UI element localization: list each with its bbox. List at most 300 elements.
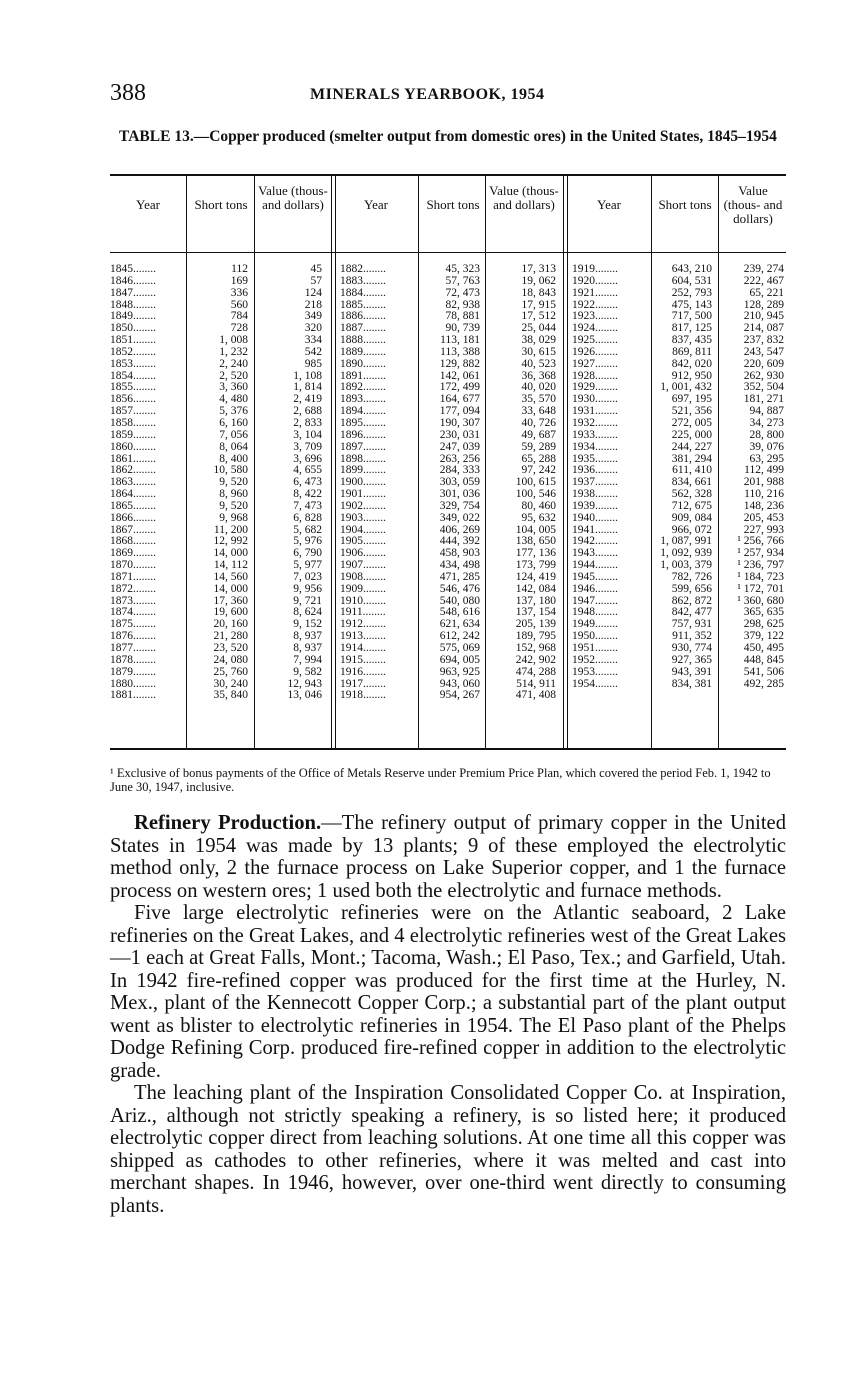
year-cell: 1901........ xyxy=(340,488,386,501)
year-cell: 1928........ xyxy=(572,369,618,382)
value-cell: 17, 313 xyxy=(521,263,556,275)
year-cell: 1886........ xyxy=(340,310,386,323)
short-tons-cell: 560 xyxy=(230,298,248,311)
short-tons-cell: 943, 060 xyxy=(439,677,480,690)
year-cell: 1953........ xyxy=(572,665,618,678)
year-cell: 1878........ xyxy=(110,653,156,666)
header-short-tons: Short tons xyxy=(426,197,480,212)
short-tons-cell: 1, 092, 939 xyxy=(660,547,712,560)
year-cell: 1893........ xyxy=(340,393,386,406)
year-cell: 1924........ xyxy=(572,322,618,335)
short-tons-cell: 757, 931 xyxy=(671,618,712,631)
value-cell: 128, 289 xyxy=(743,298,784,311)
value-cell: 1, 814 xyxy=(293,381,322,394)
short-tons-cell: 336 xyxy=(230,286,248,299)
short-tons-cell: 966, 072 xyxy=(671,523,712,536)
value-cell: 222, 467 xyxy=(743,274,784,287)
value-cell: 30, 615 xyxy=(521,345,556,358)
year-cell: 1874........ xyxy=(110,606,156,619)
value-cell: 9, 152 xyxy=(293,618,322,631)
value-cell: 142, 084 xyxy=(515,582,556,595)
value-cell: 2, 833 xyxy=(293,416,322,429)
short-tons-cell: 35, 840 xyxy=(213,689,248,702)
year-cell: 1933........ xyxy=(572,428,618,441)
short-tons-cell: 142, 061 xyxy=(439,369,480,382)
short-tons-cell: 943, 391 xyxy=(671,665,712,678)
short-tons-cell: 3, 360 xyxy=(219,381,248,394)
short-tons-cell: 817, 125 xyxy=(671,322,712,335)
year-cell: 1954........ xyxy=(572,677,618,690)
year-cell: 1897........ xyxy=(340,440,386,453)
year-cell: 1873........ xyxy=(110,594,156,607)
year-cell: 1857........ xyxy=(110,405,156,418)
value-cell: 95, 632 xyxy=(521,511,556,524)
value-cell: 542 xyxy=(304,345,322,358)
value-cell: 65, 221 xyxy=(749,286,784,299)
col-divider xyxy=(418,174,419,748)
value-cell: 379, 122 xyxy=(743,630,784,643)
short-tons-cell: 5, 376 xyxy=(219,405,248,418)
value-cell: 242, 902 xyxy=(515,653,556,666)
value-cell: 220, 609 xyxy=(743,357,784,370)
short-tons-cell: 14, 000 xyxy=(213,547,248,560)
value-cell: 100, 615 xyxy=(515,476,556,489)
value-cell: 40, 726 xyxy=(521,416,556,429)
value-cell: 8, 937 xyxy=(293,642,322,654)
short-tons-cell: 1, 003, 379 xyxy=(660,559,712,572)
short-tons-cell: 954, 267 xyxy=(439,689,480,702)
year-cell: 1931........ xyxy=(572,405,618,418)
short-tons-cell: 263, 256 xyxy=(439,452,480,465)
short-tons-cell: 458, 903 xyxy=(439,547,480,560)
year-cell: 1854........ xyxy=(110,369,156,382)
value-cell: 205, 139 xyxy=(515,618,556,631)
short-tons-cell: 612, 242 xyxy=(439,630,480,643)
year-cell: 1909........ xyxy=(340,582,386,595)
short-tons-cell: 381, 294 xyxy=(671,452,712,465)
short-tons-cell: 230, 031 xyxy=(439,428,480,441)
table-caption: TABLE 13.—Copper produced (smelter output from domestic ores) in the United States, 1845–1954 xyxy=(119,128,777,145)
year-cell: 1942........ xyxy=(572,535,618,548)
value-cell: 474, 288 xyxy=(515,665,556,678)
header-year: Year xyxy=(597,197,621,212)
short-tons-cell: 8, 960 xyxy=(219,488,248,501)
short-tons-cell: 717, 500 xyxy=(671,310,712,323)
short-tons-cell: 4, 480 xyxy=(219,393,248,406)
value-cell: 177, 136 xyxy=(515,547,556,560)
short-tons-cell: 78, 881 xyxy=(445,310,480,323)
value-cell: 2, 419 xyxy=(293,393,322,406)
value-cell: 34, 273 xyxy=(749,416,784,429)
short-tons-cell: 23, 520 xyxy=(213,642,248,654)
value-cell: 5, 976 xyxy=(293,535,322,548)
year-cell: 1871........ xyxy=(110,570,156,583)
year-cell: 1936........ xyxy=(572,464,618,477)
value-cell: ¹ 172, 701 xyxy=(737,582,784,595)
body-text xyxy=(110,812,786,1217)
short-tons-cell: 272, 005 xyxy=(671,416,712,429)
value-cell: 227, 993 xyxy=(743,523,784,536)
year-cell: 1872........ xyxy=(110,582,156,595)
year-cell: 1855........ xyxy=(110,381,156,394)
col-divider xyxy=(718,174,719,748)
short-tons-cell: 177, 094 xyxy=(439,405,480,418)
year-cell: 1869........ xyxy=(110,547,156,560)
short-tons-cell: 834, 661 xyxy=(671,476,712,489)
value-cell: 237, 832 xyxy=(743,334,784,347)
short-tons-cell: 521, 356 xyxy=(671,405,712,418)
year-cell: 1910........ xyxy=(340,594,386,607)
header-rule xyxy=(110,252,786,253)
value-cell: 9, 582 xyxy=(293,665,322,678)
value-cell: 201, 988 xyxy=(743,476,784,489)
short-tons-cell: 869, 811 xyxy=(672,345,712,358)
short-tons-cell: 303, 059 xyxy=(439,476,480,489)
short-tons-cell: 782, 726 xyxy=(671,570,712,583)
value-cell: 243, 547 xyxy=(743,345,784,358)
value-cell: 2, 688 xyxy=(293,405,322,418)
short-tons-cell: 842, 477 xyxy=(671,606,712,619)
year-cell: 1853........ xyxy=(110,357,156,370)
short-tons-cell: 963, 925 xyxy=(439,665,480,678)
year-cell: 1944........ xyxy=(572,559,618,572)
year-cell: 1946........ xyxy=(572,582,618,595)
value-cell: 181, 271 xyxy=(743,393,784,406)
value-cell: ¹ 257, 934 xyxy=(737,547,784,560)
value-cell: 214, 087 xyxy=(743,322,784,335)
value-cell: 137, 180 xyxy=(515,594,556,607)
value-cell: 12, 943 xyxy=(287,677,322,690)
year-cell: 1908........ xyxy=(340,570,386,583)
value-cell: 17, 915 xyxy=(521,298,556,311)
short-tons-cell: 19, 600 xyxy=(213,606,248,619)
short-tons-cell: 57, 763 xyxy=(445,274,480,287)
short-tons-cell: 21, 280 xyxy=(213,630,248,643)
col-divider xyxy=(186,174,187,748)
value-cell: 80, 460 xyxy=(521,499,556,512)
value-cell: 112, 499 xyxy=(744,464,784,477)
year-cell: 1849........ xyxy=(110,310,156,323)
value-cell: 349 xyxy=(304,310,322,323)
year-cell: 1951........ xyxy=(572,642,618,654)
year-cell: 1902........ xyxy=(340,499,386,512)
value-cell: 8, 624 xyxy=(293,606,322,619)
year-cell: 1904........ xyxy=(340,523,386,536)
short-tons-cell: 540, 080 xyxy=(439,594,480,607)
year-cell: 1852........ xyxy=(110,345,156,358)
short-tons-cell: 244, 227 xyxy=(671,440,712,453)
value-cell: 5, 682 xyxy=(293,523,322,536)
year-cell: 1912........ xyxy=(340,618,386,631)
short-tons-cell: 284, 333 xyxy=(439,464,480,477)
short-tons-cell: 909, 084 xyxy=(671,511,712,524)
short-tons-cell: 30, 240 xyxy=(213,677,248,690)
value-cell: 320 xyxy=(304,322,322,335)
year-cell: 1900........ xyxy=(340,476,386,489)
short-tons-cell: 172, 499 xyxy=(439,381,480,394)
value-cell: 152, 968 xyxy=(515,642,556,654)
value-cell: 6, 828 xyxy=(293,511,322,524)
value-cell: 40, 020 xyxy=(521,381,556,394)
value-cell: 35, 570 xyxy=(521,393,556,406)
short-tons-cell: 1, 008 xyxy=(219,334,248,347)
year-cell: 1880........ xyxy=(110,677,156,690)
table-footnote: ¹ Exclusive of bonus payments of the Office of Metals Reserve under Premium Price Plan, which covered the period Feb. 1, 1942 to June 30, 1947, inclusive. xyxy=(110,766,771,794)
value-column xyxy=(258,264,322,702)
short-tons-cell: 546, 476 xyxy=(439,582,480,595)
value-cell: 25, 044 xyxy=(521,322,556,335)
value-cell: 97, 242 xyxy=(521,464,556,477)
year-cell: 1864........ xyxy=(110,488,156,501)
year-cell: 1865........ xyxy=(110,499,156,512)
short-tons-cell: 14, 112 xyxy=(213,559,248,572)
year-cell: 1920........ xyxy=(572,274,618,287)
value-cell: 33, 648 xyxy=(521,405,556,418)
short-tons-cell: 834, 381 xyxy=(671,677,712,690)
short-tons-cell: 604, 531 xyxy=(671,274,712,287)
year-cell: 1883........ xyxy=(340,274,386,287)
year-cell: 1947........ xyxy=(572,594,618,607)
value-cell: 3, 104 xyxy=(293,428,322,441)
year-cell: 1861........ xyxy=(110,452,156,465)
short-tons-cell: 9, 520 xyxy=(219,499,248,512)
value-cell: 6, 790 xyxy=(293,547,322,560)
year-cell: 1950........ xyxy=(572,630,618,643)
year-column xyxy=(340,264,416,702)
year-cell: 1899........ xyxy=(340,464,386,477)
year-cell: 1943........ xyxy=(572,547,618,560)
header-year: Year xyxy=(136,197,160,212)
year-cell: 1889........ xyxy=(340,345,386,358)
year-cell: 1875........ xyxy=(110,618,156,631)
year-cell: 1926........ xyxy=(572,345,618,358)
value-cell: 6, 473 xyxy=(293,476,322,489)
value-cell: 218 xyxy=(304,298,322,311)
value-cell: 45 xyxy=(310,263,322,275)
year-cell: 1885........ xyxy=(340,298,386,311)
year-cell: 1862........ xyxy=(110,464,156,477)
short-tons-cell: 112 xyxy=(231,263,248,275)
year-cell: 1903........ xyxy=(340,511,386,524)
year-cell: 1948........ xyxy=(572,606,618,619)
year-cell: 1859........ xyxy=(110,428,156,441)
short-tons-cell: 621, 634 xyxy=(439,618,480,631)
short-tons-cell: 930, 774 xyxy=(671,642,712,654)
year-cell: 1868........ xyxy=(110,535,156,548)
short-tons-cell: 45, 323 xyxy=(445,263,480,275)
short-tons-cell: 329, 754 xyxy=(439,499,480,512)
short-tons-cell: 169 xyxy=(230,274,248,287)
value-cell: ¹ 360, 680 xyxy=(737,594,784,607)
short-tons-cell: 912, 950 xyxy=(671,369,712,382)
short-tons-column xyxy=(422,264,480,702)
value-cell: 38, 029 xyxy=(521,334,556,347)
value-column xyxy=(488,264,556,702)
value-cell: 471, 408 xyxy=(515,689,556,702)
value-cell: 8, 422 xyxy=(293,488,322,501)
year-cell: 1915........ xyxy=(340,653,386,666)
value-cell: 450, 495 xyxy=(743,642,784,654)
short-tons-cell: 406, 269 xyxy=(439,523,480,536)
value-cell: 59, 289 xyxy=(521,440,556,453)
value-cell: 124 xyxy=(304,286,322,299)
year-cell: 1930........ xyxy=(572,393,618,406)
value-cell: 541, 506 xyxy=(743,665,784,678)
short-tons-cell: 8, 400 xyxy=(219,452,248,465)
year-cell: 1913........ xyxy=(340,630,386,643)
year-cell: 1907........ xyxy=(340,559,386,572)
year-cell: 1925........ xyxy=(572,334,618,347)
value-cell: 334 xyxy=(304,334,322,347)
year-cell: 1896........ xyxy=(340,428,386,441)
short-tons-cell: 548, 616 xyxy=(439,606,480,619)
short-tons-cell: 24, 080 xyxy=(213,653,248,666)
paragraph: Five large electrolytic refineries were on the Atlantic seaboard, 2 Lake refineries on the Great Lakes, and 4 electrolytic refineries west of the Great Lakes—1 each at Great Falls, Mont.; Tacoma, Wash.; El Paso, Tex.; and Garfield, Utah. In 1942 fire-refined copper was produced for the first time at the Hurley, N. Mex., plant of the Kennecott Copper Corp.; a substantial part of the plant output went as blister to electrolytic refineries in 1954. The El Paso plant of the Phelps Dodge Refining Corp. produced fire-refined copper in addition to the electrolytic grade. xyxy=(110,902,786,1082)
short-tons-cell: 611, 410 xyxy=(672,464,712,477)
value-cell: 173, 799 xyxy=(515,559,556,572)
value-cell: 9, 721 xyxy=(293,594,322,607)
year-cell: 1932........ xyxy=(572,416,618,429)
year-cell: 1863........ xyxy=(110,476,156,489)
value-cell: 148, 236 xyxy=(743,499,784,512)
value-cell: 262, 930 xyxy=(743,369,784,382)
short-tons-cell: 225, 000 xyxy=(671,428,712,441)
short-tons-cell: 842, 020 xyxy=(671,357,712,370)
short-tons-cell: 25, 760 xyxy=(213,665,248,678)
year-cell: 1952........ xyxy=(572,653,618,666)
year-cell: 1858........ xyxy=(110,416,156,429)
header-short-tons: Short tons xyxy=(658,197,712,212)
year-cell: 1945........ xyxy=(572,570,618,583)
short-tons-cell: 17, 360 xyxy=(213,594,248,607)
year-cell: 1879........ xyxy=(110,665,156,678)
value-cell: 239, 274 xyxy=(743,263,784,275)
short-tons-cell: 90, 739 xyxy=(445,322,480,335)
value-cell: ¹ 236, 797 xyxy=(737,559,784,572)
value-cell: 298, 625 xyxy=(743,618,784,631)
short-tons-cell: 728 xyxy=(230,322,248,335)
value-cell: 189, 795 xyxy=(515,630,556,643)
short-tons-cell: 349, 022 xyxy=(439,511,480,524)
year-cell: 1860........ xyxy=(110,440,156,453)
value-cell: 4, 655 xyxy=(293,464,322,477)
year-cell: 1846........ xyxy=(110,274,156,287)
short-tons-cell: 697, 195 xyxy=(671,393,712,406)
year-cell: 1905........ xyxy=(340,535,386,548)
value-cell: 7, 473 xyxy=(293,499,322,512)
year-cell: 1919........ xyxy=(572,263,618,275)
year-cell: 1890........ xyxy=(340,357,386,370)
year-cell: 1848........ xyxy=(110,298,156,311)
value-cell: 7, 994 xyxy=(293,653,322,666)
value-column xyxy=(720,264,784,690)
short-tons-cell: 2, 520 xyxy=(219,369,248,382)
year-cell: 1895........ xyxy=(340,416,386,429)
short-tons-cell: 1, 001, 432 xyxy=(660,381,712,394)
short-tons-cell: 927, 365 xyxy=(671,653,712,666)
short-tons-cell: 575, 069 xyxy=(439,642,480,654)
year-cell: 1916........ xyxy=(340,665,386,678)
year-cell: 1938........ xyxy=(572,488,618,501)
value-cell: 100, 546 xyxy=(515,488,556,501)
short-tons-cell: 14, 000 xyxy=(213,582,248,595)
short-tons-cell: 434, 498 xyxy=(439,559,480,572)
value-cell: 18, 843 xyxy=(521,286,556,299)
year-cell: 1847........ xyxy=(110,286,156,299)
short-tons-cell: 1, 232 xyxy=(219,345,248,358)
value-cell: 65, 288 xyxy=(521,452,556,465)
value-cell: 13, 046 xyxy=(287,689,322,702)
year-cell: 1934........ xyxy=(572,440,618,453)
year-cell: 1898........ xyxy=(340,452,386,465)
short-tons-cell: 1, 087, 991 xyxy=(660,535,712,548)
year-cell: 1851........ xyxy=(110,334,156,347)
value-cell: 39, 076 xyxy=(749,440,784,453)
value-cell: 17, 512 xyxy=(521,310,556,323)
col-divider xyxy=(254,174,255,748)
short-tons-cell: 9, 520 xyxy=(219,476,248,489)
short-tons-cell: 82, 938 xyxy=(445,298,480,311)
paragraph: The leaching plant of the Inspiration Consolidated Copper Co. at Inspiration, Ariz., although not strictly speaking a refinery, is so listed here; it produced electrolytic copper direct from leaching solutions. At one time all this copper was shipped as cathodes to other refineries, where it was melted and cast into merchant shapes. In 1946, however, over one-third went directly to consuming plants. xyxy=(110,1082,786,1217)
value-cell: 28, 800 xyxy=(749,428,784,441)
year-cell: 1921........ xyxy=(572,286,618,299)
year-cell: 1877........ xyxy=(110,642,156,654)
year-cell: 1888........ xyxy=(340,334,386,347)
value-cell: 36, 368 xyxy=(521,369,556,382)
header-value: Value (thous- and dollars) xyxy=(723,183,783,226)
year-column xyxy=(110,264,184,702)
short-tons-cell: 164, 677 xyxy=(439,393,480,406)
group-divider xyxy=(563,174,568,748)
year-cell: 1892........ xyxy=(340,381,386,394)
value-cell: 352, 504 xyxy=(743,381,784,394)
year-cell: 1856........ xyxy=(110,393,156,406)
header-short-tons: Short tons xyxy=(194,197,248,212)
value-cell: 448, 845 xyxy=(743,653,784,666)
year-cell: 1891........ xyxy=(340,369,386,382)
year-cell: 1949........ xyxy=(572,618,618,631)
short-tons-cell: 562, 328 xyxy=(671,488,712,501)
short-tons-cell: 12, 992 xyxy=(213,535,248,548)
short-tons-cell: 7, 056 xyxy=(219,428,248,441)
run-in-heading: Refinery Production. xyxy=(134,812,322,834)
short-tons-cell: 837, 435 xyxy=(671,334,712,347)
value-cell: 365, 635 xyxy=(743,606,784,619)
value-cell: 8, 937 xyxy=(293,630,322,643)
value-cell: 1, 108 xyxy=(293,369,322,382)
value-cell: 138, 650 xyxy=(515,535,556,548)
short-tons-cell: 784 xyxy=(230,310,248,323)
page-number: 388 xyxy=(110,80,146,106)
value-cell: ¹ 184, 723 xyxy=(737,570,784,583)
paragraph-text: —The refinery output of primary copper in the United States in 1954 was made by 13 plants; 9 of these employed the electrolytic method only, 2 the furnace process on Lake Superior copper, and 1 the furnace process on western ores; 1 used both the electrolytic and furnace methods. xyxy=(110,812,786,902)
year-cell: 1917........ xyxy=(340,677,386,690)
short-tons-cell: 911, 352 xyxy=(672,630,712,643)
value-cell: 985 xyxy=(304,357,322,370)
table-top-rule xyxy=(110,174,786,176)
short-tons-column xyxy=(650,264,712,690)
short-tons-cell: 8, 064 xyxy=(219,440,248,453)
short-tons-cell: 9, 968 xyxy=(219,511,248,524)
value-cell: 3, 709 xyxy=(293,440,322,453)
year-cell: 1935........ xyxy=(572,452,618,465)
value-cell: 63, 295 xyxy=(749,452,784,465)
short-tons-cell: 129, 882 xyxy=(439,357,480,370)
year-cell: 1894........ xyxy=(340,405,386,418)
short-tons-cell: 113, 181 xyxy=(440,334,480,347)
value-cell: 124, 419 xyxy=(515,570,556,583)
value-cell: 110, 216 xyxy=(744,488,784,501)
